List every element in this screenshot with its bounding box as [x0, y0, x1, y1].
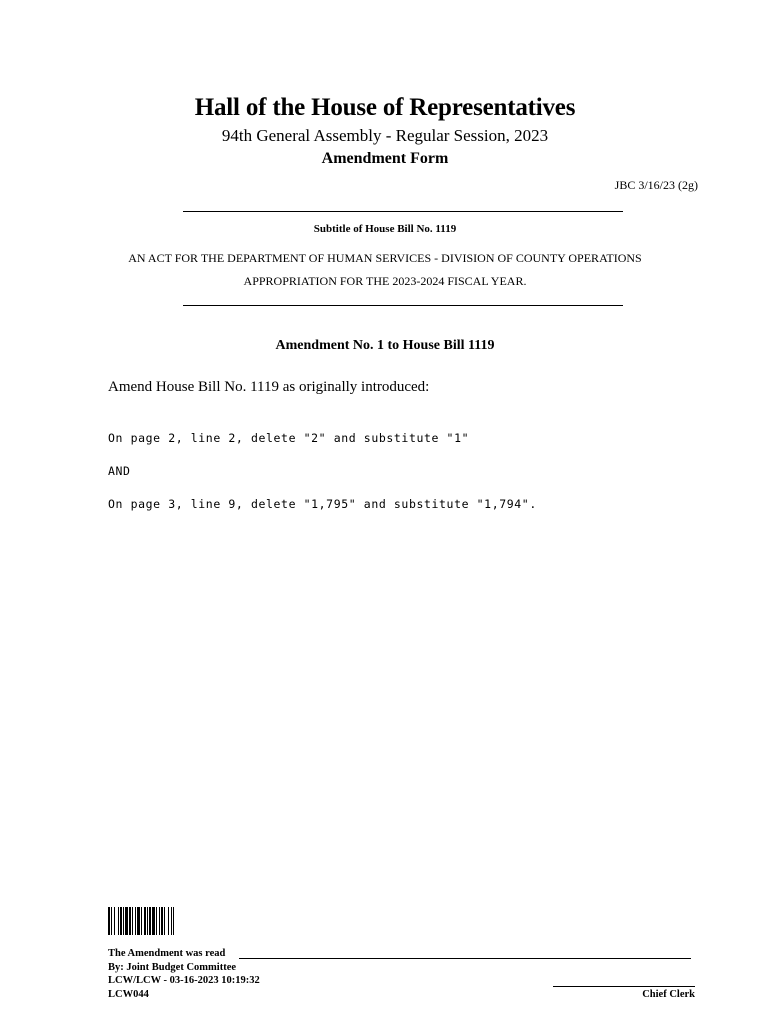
act-line-1: AN ACT FOR THE DEPARTMENT OF HUMAN SERVICES - DIVISION OF COUNTY OPERATIONS [128, 251, 642, 265]
sponsor-line: By: Joint Budget Committee [108, 962, 237, 973]
instruction-line: On page 2, line 2, delete "2" and substitute "1" [108, 431, 470, 445]
signature-label: Chief Clerk [642, 989, 695, 1000]
document-title: Hall of the House of Representatives [194, 94, 576, 121]
amendment-read-line [239, 958, 691, 959]
signature-line [553, 986, 695, 987]
divider-top [183, 211, 623, 212]
instruction-line: On page 3, line 9, delete "1,795" and substitute "1,794". [108, 497, 537, 511]
timestamp-stamp: LCW/LCW - 03-16-2023 10:19:32 [108, 975, 260, 986]
act-description [0, 247, 770, 293]
form-name: Amendment Form [321, 150, 449, 167]
divider-bottom [183, 305, 623, 306]
subtitle-label: Subtitle of House Bill No. 1119 [313, 223, 457, 235]
reference-code: JBC 3/16/23 (2g) [614, 178, 698, 192]
document-code: LCW044 [108, 989, 149, 1000]
amendment-read-label: The Amendment was read [108, 948, 226, 959]
session-line: 94th General Assembly - Regular Session, 2023 [221, 126, 549, 145]
barcode-icon [108, 907, 200, 935]
amendment-heading: Amendment No. 1 to House Bill 1119 [275, 338, 495, 353]
instruction-line: AND [108, 464, 131, 478]
act-line-2: APPROPRIATION FOR THE 2023-2024 FISCAL YEAR. [243, 274, 527, 288]
amendment-intro: Amend House Bill No. 1119 as originally introduced: [108, 379, 430, 395]
